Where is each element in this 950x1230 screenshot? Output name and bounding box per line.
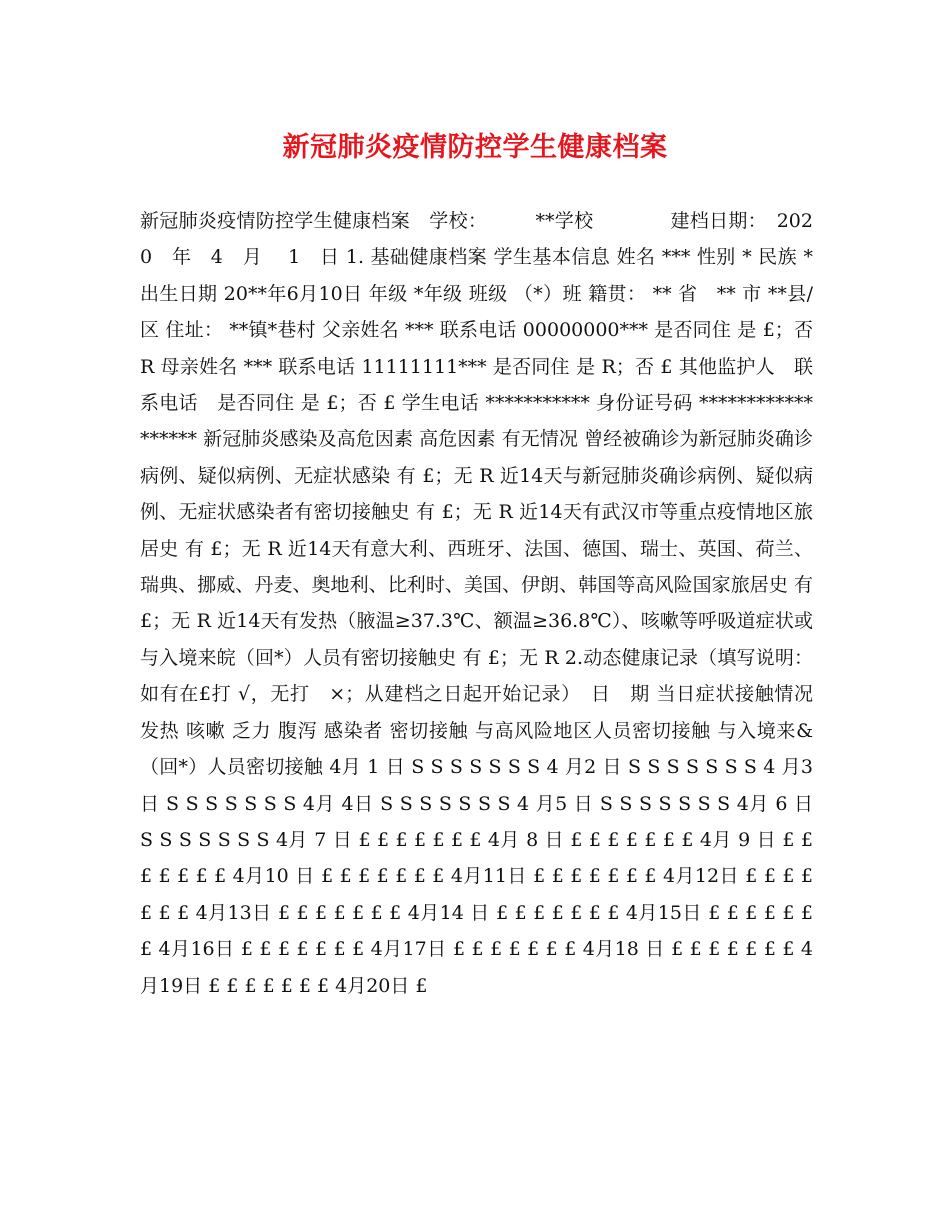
document-body-text: 新冠肺炎疫情防控学生健康档案 学校： **学校 建档日期： 2020 年 4 月 1 日 1. 基础健康档案 学生基本信息 姓名 *** 性别 * 民族 * 出生日期 20**年6月10日 年级 *年级 班级 （*）班 籍贯： ** 省 ** 市 **县/区 住址： **镇*巷村 父亲姓名 *** 联系电话 00000000*** 是否同住 是 £；否 R 母亲姓名 *** 联系电话 11111111*** 是否同住 是 R；否 £ 其他监护人 联系电话 是否同住 是 £；否 £ 学生电话 *********** 身份证号码 ****************** 新冠肺炎感染及高危因素 高危因素 有无情况 曾经被确诊为新冠肺炎确诊病例、疑似病例、无症状感染 有 £；无 R 近14天与新冠肺炎确诊病例、疑似病例、无症状感染者有密切接触史 有 £；无 R 近14天有武汉市等重点疫情地区旅居史 有 £；无 R 近14天有意大利、西班牙、法国、德国、瑞士、英国、荷兰、瑞典、挪威、丹麦、奥地利、比利时、美国、伊朗、韩国等高风险国家旅居史 有 £；无 R 近14天有发热（腋温≥37.3℃、额温≥36.8℃）、咳嗽等呼吸道症状或与入境来皖（回*）人员有密切接触史 有 £；无 R 2.动态健康记录（填写说明：如有在£打 √，无打 ×；从建档之日起开始记录） 日 期 当日症状接触情况 发热 咳嗽 乏力 腹泻 感染者 密切接触 与高风险地区人员密切接触 与入境来&（回*）人员密切接触 4月 1 日 S S S S S S S 4 月2 日 S S S S S S S 4 月3 日 S S S S S S S 4月 4日 S S S S S S S 4 月5 日 S S S S S S S 4月 6 日 S S S S S S S 4月 7 日 £ £ £ £ £ £ £ 4月 8 日 £ £ £ £ £ £ £ 4月 9 日 £ £ £ £ £ £ £ 4月10 日 £ £ £ £ £ £ £ 4月11日 £ £ £ £ £ £ £ 4月12日 £ £ £ £ £ £ £ 4月13日 £ £ £ £ £ £ £ 4月14 日 £ £ £ £ £ £ £ 4月15日 £ £ £ £ £ £ £ 4月16日 £ £ £ £ £ £ £ 4月17日 £ £ £ £ £ £ £ 4月18 日 £ £ £ £ £ £ £ 4月19日 £ £ £ £ £ £ £ 4月20日 £ — [140, 210, 813, 997]
document-title: 新冠肺炎疫情防控学生健康档案 — [282, 132, 668, 163]
